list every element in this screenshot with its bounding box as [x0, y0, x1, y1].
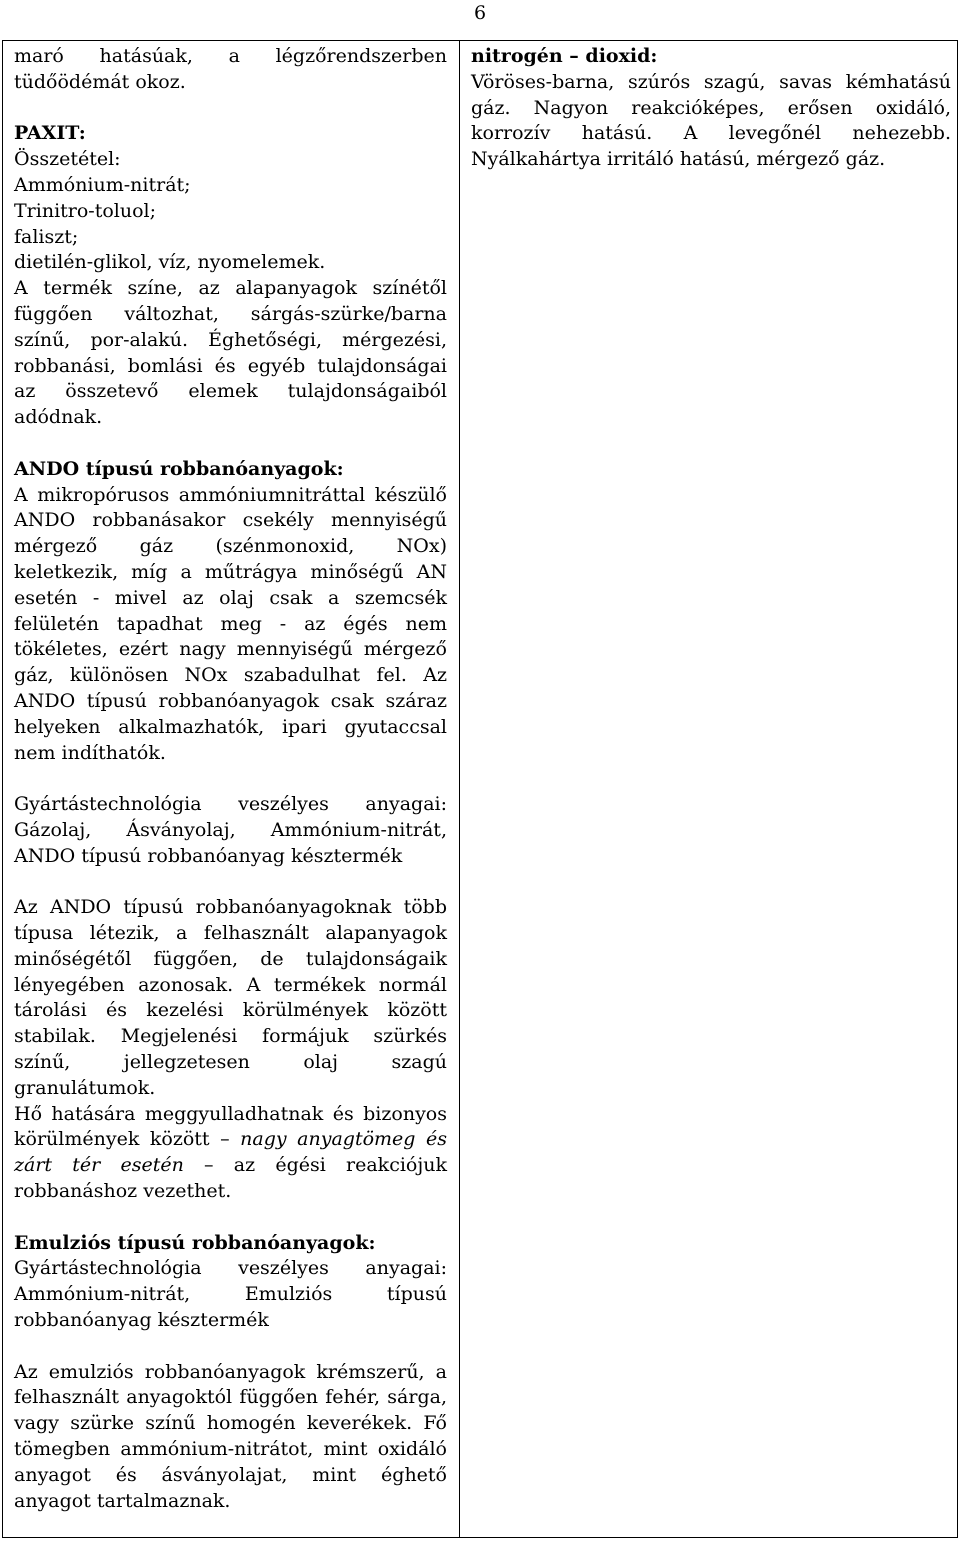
- ando-hazardous-materials: Gyártástechnológia veszélyes anyagai: Gázolaj, Ásványolaj, Ammónium-nitrát, ANDO típusú robbanóanyag késztermék: [14, 793, 447, 867]
- heat-text-start: Hő hatására meggyulladhatnak és bizonyos körülmények között –: [14, 1102, 447, 1151]
- ando-types-paragraph: Az ANDO típusú robbanóanyagoknak több típusa létezik, a felhasznált alapanyagok minőségétől függően, de tulajdonságaik lényegében azonosak. A termékek normál tárolási és kezelési körülmények között stabilak. Megjelenési formájuk szürkés színű, jellegzetesen olaj szagú granulátumok.: [14, 896, 447, 1099]
- ingredient-item: faliszt;: [14, 225, 79, 248]
- nitrogen-dioxide-section: [471, 44, 951, 173]
- right-column: [471, 44, 951, 173]
- nitrogen-dioxide-heading: nitrogén – dioxid:: [471, 45, 658, 67]
- column-divider: [459, 41, 460, 1537]
- left-column: [14, 44, 447, 1514]
- ando-heat-paragraph: [14, 1102, 447, 1205]
- ingredient-item: Trinitro-toluol;: [14, 199, 157, 222]
- nitrogen-dioxide-description: Vöröses-barna, szúrós szagú, savas kémhatású gáz. Nagyon reakcióképes, erősen oxidáló, korrozív hatású. A levegőnél nehezebb. Nyálkahártya irritáló hatású, mérgező gáz.: [471, 70, 951, 171]
- document-table: [2, 40, 958, 1538]
- emulsion-hazardous-materials: Gyártástechnológia veszélyes anyagai: Ammónium-nitrát, Emulziós típusú robbanóanyag késztermék: [14, 1257, 447, 1332]
- paxit-description: A termék színe, az alapanyagok színétől függően változhat, sárgás-szürke/barna színű, por-alakú. Éghetőségi, mérgezési, robbanási, bomlási és egyéb tulajdonságai az összetevő elemek tulajdonságaiból adódnak.: [14, 277, 447, 429]
- ando-heading: ANDO típusú robbanóanyagok:: [14, 457, 344, 480]
- page-number: 6: [474, 2, 487, 24]
- paxit-heading: PAXIT:: [14, 122, 86, 145]
- paxit-section: [14, 121, 447, 276]
- emulsion-description: Az emulziós robbanóanyagok krémszerű, a felhasznált anyagoktól függően fehér, sárga, vagy szürke színű homogén keverékek. Fő tömegben ammónium-nitrátot, mint oxidáló anyagot és ásványolajat, mint éghető anyagot tartalmaznak.: [14, 1360, 447, 1512]
- ando-section: [14, 457, 447, 767]
- emulsion-section: [14, 1231, 447, 1334]
- ingredient-item: Ammónium-nitrát;: [14, 173, 191, 196]
- intro-paragraph: maró hatásúak, a légzőrendszerben tüdőödémát okoz.: [14, 45, 447, 93]
- composition-label: Összetétel:: [14, 148, 121, 171]
- ingredient-item: dietilén-glikol, víz, nyomelemek.: [14, 251, 326, 274]
- ando-description: A mikropórusos ammóniumnitráttal készülő ANDO robbanásakor csekély mennyiségű mérgező gáz (szénmonoxid, NOx) keletkezik, míg a műtrágya minőségű AN esetén - mivel az olaj csak a szemcsék felületén tapadhat meg - az égés nem tökéletes, ezért nagy mennyiségű mérgező gáz, különösen NOx szabadulhat fel. Az ANDO típusú robbanóanyagok csak száraz helyeken alkalmazhatók, ipari gyutaccsal nem indíthatók.: [14, 483, 447, 764]
- emulsion-heading: Emulziós típusú robbanóanyagok:: [14, 1231, 376, 1254]
- heat-text-end: – az égési reakciójuk robbanáshoz vezethet.: [14, 1154, 447, 1203]
- heat-text-italic: nagy anyagtömeg és zárt tér esetén: [14, 1128, 447, 1177]
